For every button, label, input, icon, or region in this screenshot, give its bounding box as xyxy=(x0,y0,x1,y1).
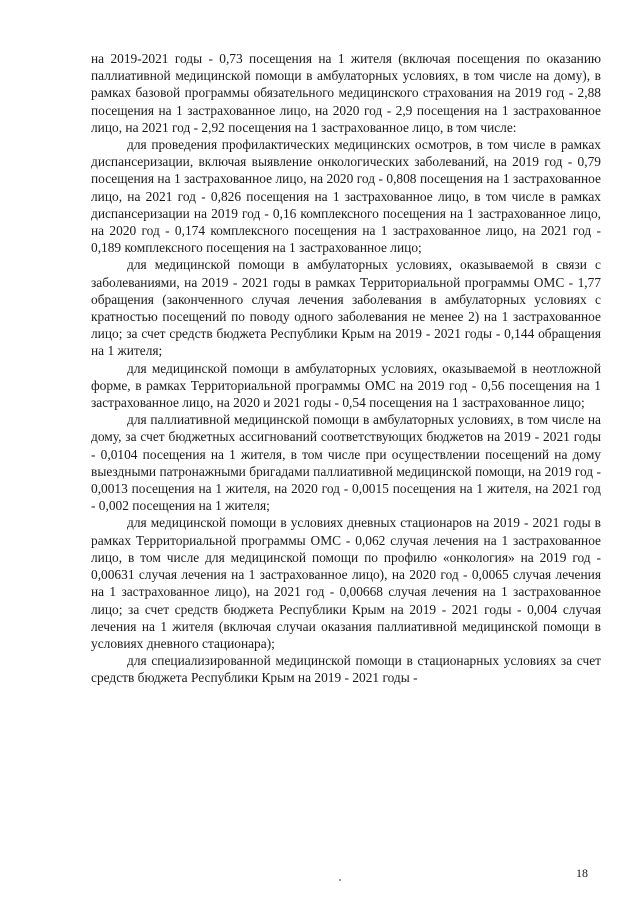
paragraph-continuation: на 2019-2021 годы - 0,73 посещения на 1 жителя (включая посещения по оказанию паллиативной медицинской помощи в амбулаторных условиях, в том числе на дому), в рамках базовой программы обязательного медицинского страхования на 2019 год - 2,88 посещения на 1 застрахованное лицо, на 2020 год - 2,9 посещения на 1 застрахованное лицо, на 2021 год - 2,92 посещения на 1 застрахованное лицо, в том числе: xyxy=(91,51,601,135)
paragraph-preventive-examinations: для проведения профилактических медицинских осмотров, в том числе в рамках диспансеризации, включая выявление онкологических заболеваний, на 2019 год - 0,79 посещения на 1 застрахованное лицо, на 2020 год - 0,808 посещения на 1 застрахованное лицо, на 2021 год - 0,826 посещения на 1 застрахованное лицо, в том числе в рамках диспансеризации на 2019 год - 0,16 комплексного посещения на 1 застрахованное лицо, на 2020 год - 0,174 комплексного посещения на 1 застрахованное лицо, на 2021 год - 0,189 комплексного посещения на 1 застрахованное лицо; xyxy=(91,137,601,256)
paragraph-outpatient-diseases: для медицинской помощи в амбулаторных условиях, оказываемой в связи с заболеваниями, на 2019 - 2021 годы в рамках Территориальной программы ОМС - 1,77 обращения (законченного случая лечения заболевания в амбулаторных условиях с кратностью посещений по поводу одного заболевания не менее 2) на 1 застрахованное лицо; за счет средств бюджета Республики Крым на 2019 - 2021 годы - 0,144 обращения на 1 жителя; xyxy=(91,257,601,359)
document-body xyxy=(91,50,601,687)
paragraph-day-hospital: для медицинской помощи в условиях дневных стационаров на 2019 - 2021 годы в рамках Территориальной программы ОМС - 0,062 случая лечения на 1 застрахованное лицо, в том числе для медицинской помощи по профилю «онкология» на 2019 год - 0,00631 случая лечения на 1 застрахованное лицо), на 2020 год - 0,0065 случая лечения на 1 застрахованное лицо), на 2021 год - 0,00668 случая лечения на 1 застрахованное лицо; за счет средств бюджета Республики Крым на 2019 - 2021 годы - 0,004 случая лечения на 1 жителя (включая случаи оказания паллиативной медицинской помощи в условиях дневного стационара); xyxy=(91,515,601,651)
paragraph-urgent-outpatient: для медицинской помощи в амбулаторных условиях, оказываемой в неотложной форме, в рамках Территориальной программы ОМС на 2019 год - 0,56 посещения на 1 застрахованное лицо, на 2020 и 2021 годы - 0,54 посещения на 1 застрахованное лицо; xyxy=(91,360,601,411)
paragraph-specialized-inpatient: для специализированной медицинской помощи в стационарных условиях за счет средств бюджета Республики Крым на 2019 - 2021 годы - xyxy=(91,653,601,686)
page-number: 18 xyxy=(576,866,588,880)
paragraph-palliative-outpatient: для паллиативной медицинской помощи в амбулаторных условиях, в том числе на дому, за счет бюджетных ассигнований соответствующих бюджетов на 2019 - 2021 годы - 0,0104 посещения на 1 жителя, в том числе при осуществлении посещений на дому выездными патронажными бригадами паллиативной медицинской помощи, на 2019 год - 0,0013 посещения на 1 жителя, на 2020 год - 0,0015 посещения на 1 жителя, на 2021 год - 0,002 посещения на 1 жителя; xyxy=(91,412,601,514)
scan-speck xyxy=(339,879,341,881)
